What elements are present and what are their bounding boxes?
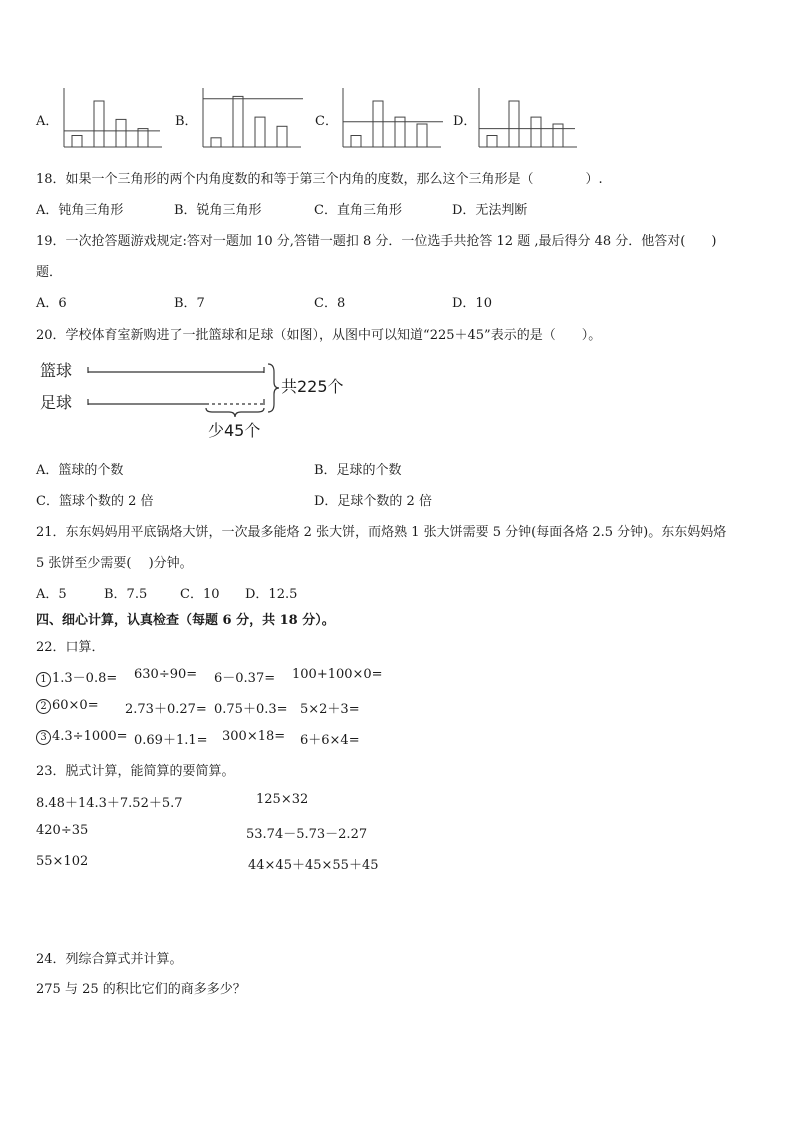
q18-option-d: D．无法判断 <box>452 203 528 218</box>
q22-item: 5×2＋3= <box>300 702 360 717</box>
chart-bar <box>487 136 497 148</box>
q20-label-basketball: 篮球 <box>40 361 73 380</box>
q23-expr: 44×45＋45×55＋45 <box>248 858 379 873</box>
circled-number-2: 2 <box>36 699 51 714</box>
q20-diff-label: 少45个 <box>208 421 261 440</box>
q22-row-2 <box>36 698 99 714</box>
q20-total-label: 共225个 <box>281 377 344 396</box>
chart-bar <box>116 119 126 147</box>
q18-option-a: A．钝角三角形 <box>36 203 124 218</box>
chart-bar <box>233 96 243 147</box>
q21-option-a: A．5 <box>36 587 67 602</box>
q22-title: 22．口算． <box>36 640 105 655</box>
q22-item: 6＋6×4= <box>300 733 360 748</box>
q24-question: 275 与 25 的积比它们的商多多少？ <box>36 982 246 997</box>
q24-title: 24．列综合算式并计算。 <box>36 952 183 967</box>
q20-option-a: A．篮球的个数 <box>36 463 124 478</box>
q19-option-d: D．10 <box>452 296 492 311</box>
q19-stem-line2: 题． <box>36 265 63 280</box>
q17-option-d-label: D． <box>453 114 477 129</box>
q23-expr: 8.48＋14.3＋7.52＋5.7 <box>36 796 183 811</box>
q22-item: 300×18= <box>222 729 286 744</box>
chart-bar <box>553 124 563 147</box>
chart-bar <box>351 136 361 148</box>
q21-stem-line1: 21．东东妈妈用平底锅烙大饼，一次最多能烙 2 张大饼，而烙熟 1 张大饼需要 5 分钟(每面各烙 2.5 分钟)。东东妈妈烙 <box>36 525 727 540</box>
q18-option-b: B．锐角三角形 <box>174 203 262 218</box>
chart-bar <box>373 101 383 147</box>
q20-segment-lines <box>36 352 366 442</box>
chart-bar <box>94 101 104 147</box>
q21-stem-line2: 5 张饼至少需要( )分钟。 <box>36 556 193 571</box>
q17-chart-b <box>201 86 305 150</box>
q19-option-c: C．8 <box>314 296 346 311</box>
q19-stem-line1: 19．一次抢答题游戏规定:答对一题加 10 分,答错一题扣 8 分．一位选手共抢答 12 题 ,最后得分 48 分．他答对( ) <box>36 234 717 249</box>
chart-bar <box>509 101 519 147</box>
q22-row-3 <box>36 729 128 745</box>
q22-item: 4.3÷1000= <box>52 729 128 744</box>
q20-option-c: C．篮球个数的 2 倍 <box>36 494 154 509</box>
q17-option-b-label: B． <box>175 114 198 129</box>
chart-bar <box>255 117 265 147</box>
q22-item: 1.3－0.8= <box>52 671 118 686</box>
q22-row-1 <box>36 667 117 687</box>
q22-item: 6－0.37= <box>214 671 276 686</box>
q22-item: 60×0= <box>52 698 99 713</box>
q20-diagram <box>36 352 366 442</box>
chart-bar <box>417 124 427 147</box>
q19-option-b: B．7 <box>174 296 205 311</box>
q23-expr: 125×32 <box>256 792 309 807</box>
q22-item: 100+100×0= <box>292 667 383 682</box>
q23-title: 23．脱式计算，能简算的要简算。 <box>36 764 235 779</box>
q20-option-d: D．足球个数的 2 倍 <box>314 494 432 509</box>
q17-chart-a <box>62 86 166 150</box>
chart-bar <box>531 117 541 147</box>
q21-option-c: C．10 <box>180 587 220 602</box>
q21-option-d: D．12.5 <box>245 587 298 602</box>
q18-option-c: C．直角三角形 <box>314 203 402 218</box>
circled-number-3: 3 <box>36 730 51 745</box>
q20-stem: 20．学校体育室新购进了一批篮球和足球（如图），从图中可以知道“225＋45”表示的是（ ）。 <box>36 328 602 343</box>
q17-option-c-label: C． <box>315 114 338 129</box>
q18-stem: 18．如果一个三角形的两个内角度数的和等于第三个内角的度数，那么这个三角形是（ ）. <box>36 172 603 187</box>
q23-expr: 55×102 <box>36 854 89 869</box>
q17-chart-c <box>341 86 445 150</box>
q20-label-football: 足球 <box>40 393 73 412</box>
q17-option-a-label: A． <box>36 114 59 129</box>
circled-number-1: 1 <box>36 672 51 687</box>
q22-item: 2.73＋0.27= <box>125 702 207 717</box>
q22-item: 0.69＋1.1= <box>134 733 208 748</box>
section4-title: 四、细心计算，认真检查（每题 6 分，共 18 分）。 <box>36 613 335 628</box>
q17-chart-d <box>477 86 581 150</box>
q19-option-a: A．6 <box>36 296 67 311</box>
q23-expr: 53.74－5.73－2.27 <box>246 827 368 842</box>
q23-expr: 420÷35 <box>36 823 89 838</box>
q21-option-b: B．7.5 <box>104 587 148 602</box>
q22-item: 0.75＋0.3= <box>214 702 288 717</box>
chart-bar <box>277 126 287 147</box>
q22-item: 630÷90= <box>134 667 198 682</box>
chart-bar <box>211 138 221 147</box>
chart-bar <box>72 136 82 148</box>
q20-option-b: B．足球的个数 <box>314 463 402 478</box>
